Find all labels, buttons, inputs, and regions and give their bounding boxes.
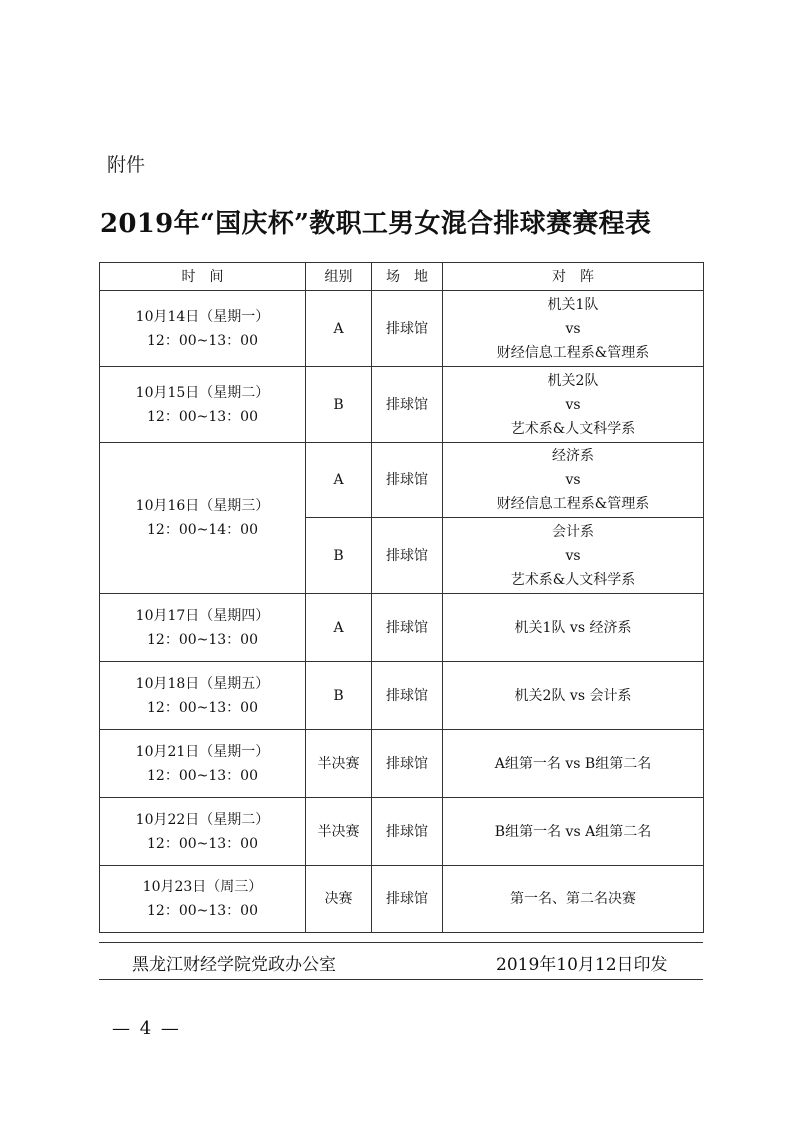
group-cell: 半决赛 — [306, 798, 372, 866]
match-date: 10月22日（星期二） — [135, 811, 270, 828]
time-cell — [100, 367, 306, 443]
footer-top-rule — [99, 942, 703, 943]
match-time: 12：00~13：00 — [147, 332, 258, 349]
table-row — [100, 291, 704, 367]
venue-cell: 排球馆 — [372, 443, 443, 518]
footer-bottom-rule — [99, 979, 703, 980]
team-b: 财经信息工程系&管理系 — [496, 496, 650, 512]
match-cell: 机关2队 vs 会计系 — [443, 662, 704, 730]
versus: vs — [565, 396, 581, 413]
team-a: 经济系 — [552, 448, 594, 464]
table-row — [100, 798, 704, 866]
time-cell — [100, 662, 306, 730]
group-cell: 半决赛 — [306, 730, 372, 798]
match-cell: B组第一名 vs A组第二名 — [443, 798, 704, 866]
match-cell: 第一名、第二名决赛 — [443, 866, 704, 933]
team-b: 财经信息工程系&管理系 — [496, 344, 650, 361]
table-row — [100, 594, 704, 662]
header-time: 时 间 — [100, 263, 306, 291]
match-date: 10月17日（星期四） — [135, 607, 270, 624]
venue-cell: 排球馆 — [372, 291, 443, 367]
versus: vs — [565, 320, 581, 337]
versus: vs — [565, 472, 581, 488]
group-cell: B — [306, 367, 372, 443]
header-match: 对 阵 — [443, 263, 704, 291]
table-header-row — [100, 263, 704, 291]
venue-cell: 排球馆 — [372, 662, 443, 730]
versus: vs — [565, 547, 581, 564]
group-cell: A — [306, 594, 372, 662]
match-date: 10月15日（星期二） — [135, 384, 270, 401]
table-row — [100, 866, 704, 933]
match-time: 12：00~13：00 — [147, 631, 258, 648]
match-time: 12：00~13：00 — [147, 767, 258, 784]
match-cell — [443, 518, 704, 594]
match-cell — [443, 367, 704, 443]
page-title: 2019年“国庆杯”教职工男女混合排球赛赛程表 — [100, 209, 652, 239]
venue-cell: 排球馆 — [372, 367, 443, 443]
match-date: 10月14日（星期一） — [135, 308, 270, 325]
venue-cell: 排球馆 — [372, 798, 443, 866]
match-time: 12：00~13：00 — [147, 835, 258, 852]
table-row — [100, 443, 704, 518]
match-time: 12：00~13：00 — [147, 408, 258, 425]
match-cell: A组第一名 vs B组第二名 — [443, 730, 704, 798]
group-cell: A — [306, 291, 372, 367]
footer-issuer: 黑龙江财经学院党政办公室 — [132, 955, 336, 975]
team-a: 机关2队 — [547, 372, 599, 389]
venue-cell: 排球馆 — [372, 730, 443, 798]
venue-cell: 排球馆 — [372, 518, 443, 594]
team-b: 艺术系&人文科学系 — [510, 571, 636, 588]
group-cell: B — [306, 662, 372, 730]
header-venue: 场 地 — [372, 263, 443, 291]
table-row — [100, 367, 704, 443]
header-group: 组别 — [306, 263, 372, 291]
match-time: 12：00~14：00 — [147, 522, 258, 538]
match-cell — [443, 291, 704, 367]
time-cell — [100, 443, 306, 594]
time-cell — [100, 730, 306, 798]
schedule-table — [99, 262, 704, 933]
match-time: 12：00~13：00 — [147, 903, 258, 919]
match-date: 10月16日（星期三） — [135, 498, 270, 514]
team-a: 会计系 — [552, 523, 594, 540]
match-date: 10月18日（星期五） — [135, 675, 270, 692]
attachment-label: 附件 — [107, 154, 146, 176]
table-row — [100, 662, 704, 730]
venue-cell: 排球馆 — [372, 866, 443, 933]
venue-cell: 排球馆 — [372, 594, 443, 662]
group-cell: 决赛 — [306, 866, 372, 933]
page-number: — 4 — — [112, 1018, 181, 1039]
footer-issue-date: 2019年10月12日印发 — [496, 955, 668, 975]
match-cell: 机关1队 vs 经济系 — [443, 594, 704, 662]
match-date: 10月21日（星期一） — [135, 743, 270, 760]
group-cell: A — [306, 443, 372, 518]
team-a: 机关1队 — [547, 296, 599, 313]
match-cell — [443, 443, 704, 518]
time-cell — [100, 866, 306, 933]
group-cell: B — [306, 518, 372, 594]
team-b: 艺术系&人文科学系 — [510, 420, 636, 437]
table-row — [100, 730, 704, 798]
match-time: 12：00~13：00 — [147, 699, 258, 716]
time-cell — [100, 291, 306, 367]
time-cell — [100, 798, 306, 866]
time-cell — [100, 594, 306, 662]
match-date: 10月23日（周三） — [142, 879, 263, 895]
